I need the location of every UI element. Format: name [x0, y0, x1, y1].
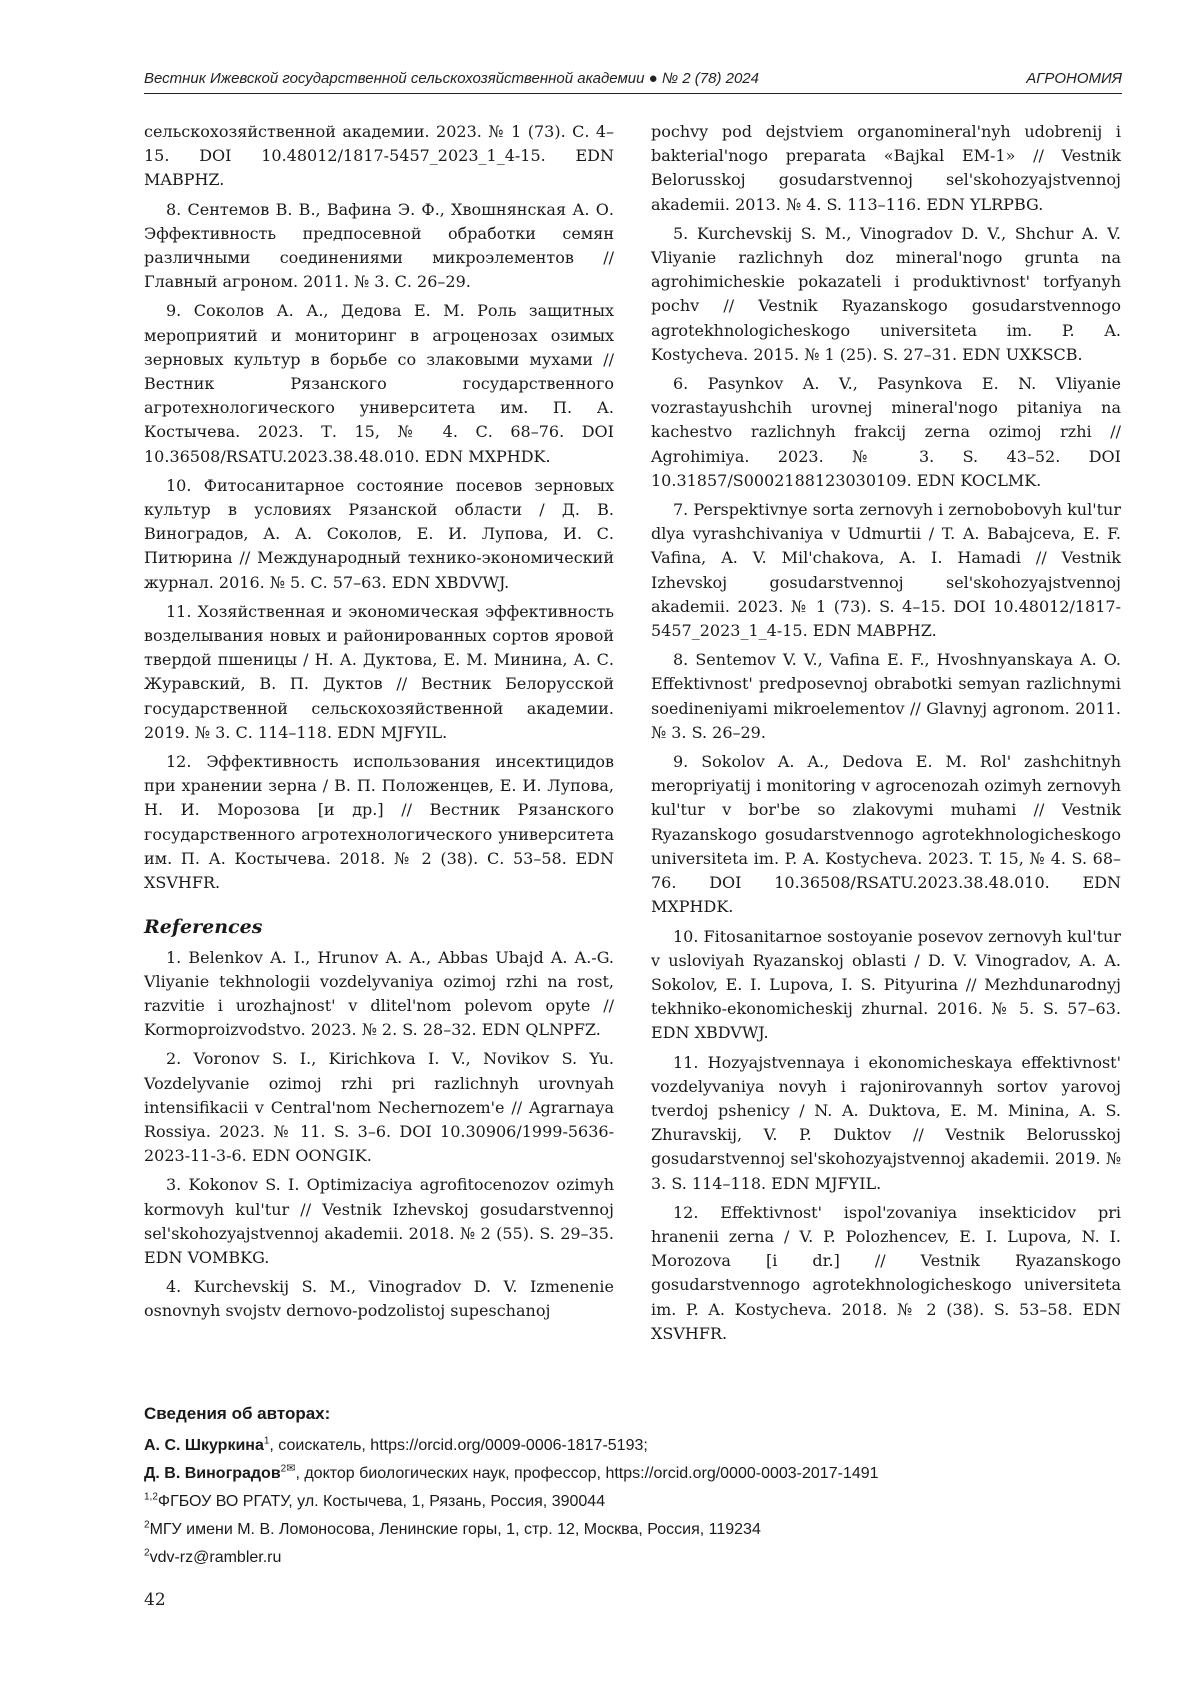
affiliation-1 [144, 1488, 1122, 1516]
reference-item: 3. Kokonov S. I. Optimizaciya agrofitocenozov ozimyh kormovyh kul'tur // Vestnik Izhevskoj gosudarstvennoj sel'skohozyajstvennoj akademii. 2018. № 2 (55). S. 29–35. EDN VOMBKG. [144, 1175, 614, 1267]
affiliation-1-sup: 1,2 [144, 1491, 158, 1503]
reference-item: 4. Kurchevskij S. M., Vinogradov D. V. Izmenenie osnovnyh svojstv dernovo-podzolistoj supeschanoj [144, 1277, 614, 1321]
email-link[interactable]: vdv-rz@rambler.ru [149, 1549, 282, 1566]
running-header [144, 70, 1122, 94]
ref-item: 9. Соколов А. А., Дедова Е. М. Роль защитных мероприятий и мониторинг в агроценозах озимых зерновых культур в борьбе со злаковыми мухами // Вестник Рязанского государственного агротехнологического университета им. П. А. Костычева. 2023. Т. 15, № 4. С. 68–76. DOI 10.36508/RSATU.2023.38.48.010. EDN MXPHDK. [144, 301, 614, 466]
authors-heading: Сведения об авторах: [144, 1404, 331, 1423]
ref-item: 11. Хозяйственная и экономическая эффективность возделывания новых и районированных сортов яровой твердой пшеницы / Н. А. Дуктова, Е. М. Минина, А. С. Журавский, В. П. Дуктов // Вестник Белорусской государственной сельскохозяйственной академии. 2019. № 3. С. 114–118. EDN MJFYIL. [144, 601, 614, 742]
right-column [651, 120, 1121, 1351]
ref-item: 10. Фитосанитарное состояние посевов зерновых культур в условиях Рязанской области / Д. В. Виноградов, А. А. Соколов, Е. И. Лупова, И. С. Питюрина // Международный технико-экономический журнал. 2016. № 5. С. 57–63. EDN XBDVWJ. [144, 475, 614, 592]
reference-item: 6. Pasynkov A. V., Pasynkova E. N. Vliyanie vozrastayushchih urovnej mineral'nogo pitaniya na kachestvo razlichnyh frakcij zerna ozimoj rzhi // Agrohimiya. 2023. № 3. S. 43–52. DOI 10.31857/S0002188123030109. EDN KOCLMK. [651, 374, 1121, 490]
author-1-sup: 1 [263, 1435, 270, 1447]
reference-item: 9. Sokolov A. A., Dedova E. M. Rol' zashchitnyh meropriyatij i monitoring v agrocenozah ozimyh zernovyh kul'tur v bor'be so zlakovymi muhami // Vestnik Ryazanskogo gosudarstvennogo agrotekhnologicheskogo universiteta im. P. A. Kostycheva. 2023. T. 15, № 4. S. 68–76. DOI 10.36508/RSATU.2023.38.48.010. EDN MXPHDK. [651, 752, 1121, 917]
author-2-details: , доктор биологических наук, профессор, https://orcid.org/0000-0003-2017-1491 [295, 1465, 879, 1482]
references-heading: References [144, 916, 263, 939]
affiliation-2-text: МГУ имени М. В. Ломоносова, Ленинские горы, 1, стр. 12, Москва, Россия, 119234 [149, 1521, 761, 1538]
journal-title: Вестник Ижевской государственной сельскохозяйственной академии ● № 2 (78) 2024 [144, 70, 759, 87]
envelope-icon: ✉ [286, 1462, 296, 1475]
affiliation-2-sup: 2 [144, 1519, 150, 1531]
reference-item: 2. Voronov S. I., Kirichkova I. V., Novikov S. Yu. Vozdelyvanie ozimoj rzhi pri razlichnyh urovnyah intensifikacii v Central'nom Nechernozem'e // Agrarnaya Rossiya. 2023. № 11. S. 3–6. DOI 10.30906/1999-5636-2023-11-3-6. EDN OONGIK. [144, 1049, 614, 1166]
affiliation-2 [144, 1516, 1122, 1544]
authors-info [144, 1400, 1122, 1572]
reference-item: 12. Effektivnost' ispol'zovaniya insekticidov pri hranenii zerna / V. P. Polozhencev, E. I. Lupova, N. I. Morozova [i dr.] // Vestnik Ryazanskogo gosudarstvennogo agrotekhnologicheskogo universiteta im. P. A. Kostycheva. 2018. № 2 (38). S. 53–58. EDN XSVHFR. [651, 1202, 1121, 1343]
reference-item: 11. Hozyajstvennaya i ekonomicheskaya effektivnost' vozdelyvaniya novyh i rajonirovannyh sortov yarovoj tverdoj pshenicy / N. A. Duktova, E. M. Minina, A. S. Zhuravskij, V. P. Duktov // Vestnik Belorusskoj gosudarstvennoj sel'skohozyajstvennoj akademii. 2019. № 3. S. 114–118. EDN MJFYIL. [651, 1052, 1121, 1193]
author-1-details: , соискатель, https://orcid.org/0009-0006-1817-5193; [269, 1437, 648, 1454]
reference-item: 5. Kurchevskij S. M., Vinogradov D. V., Shchur A. V. Vliyanie razlichnyh doz mineral'nogo grunta na agrohimicheskie pokazateli i produktivnost' torfyanyh pochv // Vestnik Ryazanskogo gosudarstvennogo agrotekhnologicheskogo universiteta im. P. A. Kostycheva. 2015. № 1 (25). S. 27–31. EDN UXKSCB. [651, 223, 1121, 364]
left-column [144, 120, 614, 1329]
affiliation-1-text: ФГБОУ ВО РГАТУ, ул. Костычева, 1, Рязань, Россия, 390044 [157, 1493, 606, 1510]
reference-item: 1. Belenkov A. I., Hrunov A. A., Abbas Ubajd A. A.-G. Vliyanie tekhnologii vozdelyvaniya ozimoj rzhi na rost, razvitie i urozhajnost' v dlitel'nom polevom opyte // Kormoproizvodstvo. 2023. № 2. S. 28–32. EDN QLNPFZ. [144, 947, 614, 1040]
reference-item: 8. Sentemov V. V., Vafina E. F., Hvoshnyanskaya A. O. Effektivnost' predposevnoj obrabotki semyan razlichnymi soedineniyami mikroelementov // Glavnyj agronom. 2011. № 3. S. 26–29. [651, 650, 1121, 742]
ref-continuation: сельскохозяйственной академии. 2023. № 1 (73). С. 4–15. DOI 10.48012/1817-5457_2023_1_4-15. EDN MABPHZ. [144, 122, 614, 190]
author-1-name: А. С. Шкуркина [144, 1437, 264, 1454]
email-sup: 2 [144, 1547, 150, 1559]
author-2-sup: 2 [280, 1463, 287, 1475]
ref-item: 8. Сентемов В. В., Вафина Э. Ф., Хвошнянская А. О. Эффективность предпосевной обработки семян различными соединениями микроэлементов // Главный агроном. 2011. № 3. С. 26–29. [144, 199, 614, 292]
author-1 [144, 1432, 1122, 1460]
page-number: 42 [144, 1590, 166, 1610]
section-title: АГРОНОМИЯ [1026, 70, 1122, 87]
author-2 [144, 1460, 1122, 1488]
author-2-name: Д. В. Виноградов [144, 1465, 281, 1482]
ref-item: 12. Эффективность использования инсектицидов при хранении зерна / В. П. Положенцев, Е. И. Лупова, Н. И. Морозова [и др.] // Вестник Рязанского государственного агротехнологического университета им. П. А. Костычева. 2018. № 2 (38). С. 53–58. EDN XSVHFR. [144, 752, 614, 893]
reference-item: 7. Perspektivnye sorta zernovyh i zernobobovyh kul'tur dlya vyrashchivaniya v Udmurtii / T. A. Babajceva, E. F. Vafina, A. V. Mil'chakova, A. I. Hamadi // Vestnik Izhevskoj gosudarstvennoj sel'skohozyajstvennoj akademii. 2023. № 1 (73). S. 4–15. DOI 10.48012/1817-5457_2023_1_4-15. EDN MABPHZ. [651, 500, 1121, 641]
reference-item: 10. Fitosanitarnoe sostoyanie posevov zernovyh kul'tur v usloviyah Ryazanskoj oblasti / D. V. Vinogradov, A. A. Sokolov, E. I. Lupova, I. S. Pityurina // Mezhdunarodnyj tekhniko-ekonomicheskij zhurnal. 2016. № 5. S. 57–63. EDN XBDVWJ. [651, 926, 1121, 1043]
author-email [144, 1544, 1122, 1572]
reference-continuation: pochvy pod dejstviem organomineral'nyh udobrenij i bakterial'nogo preparata «Bajkal EM-1» // Vestnik Belorusskoj gosudarstvennoj sel'skohozyajstvennoj akademii. 2013. № 4. S. 113–116. EDN YLRPBG. [651, 122, 1121, 214]
